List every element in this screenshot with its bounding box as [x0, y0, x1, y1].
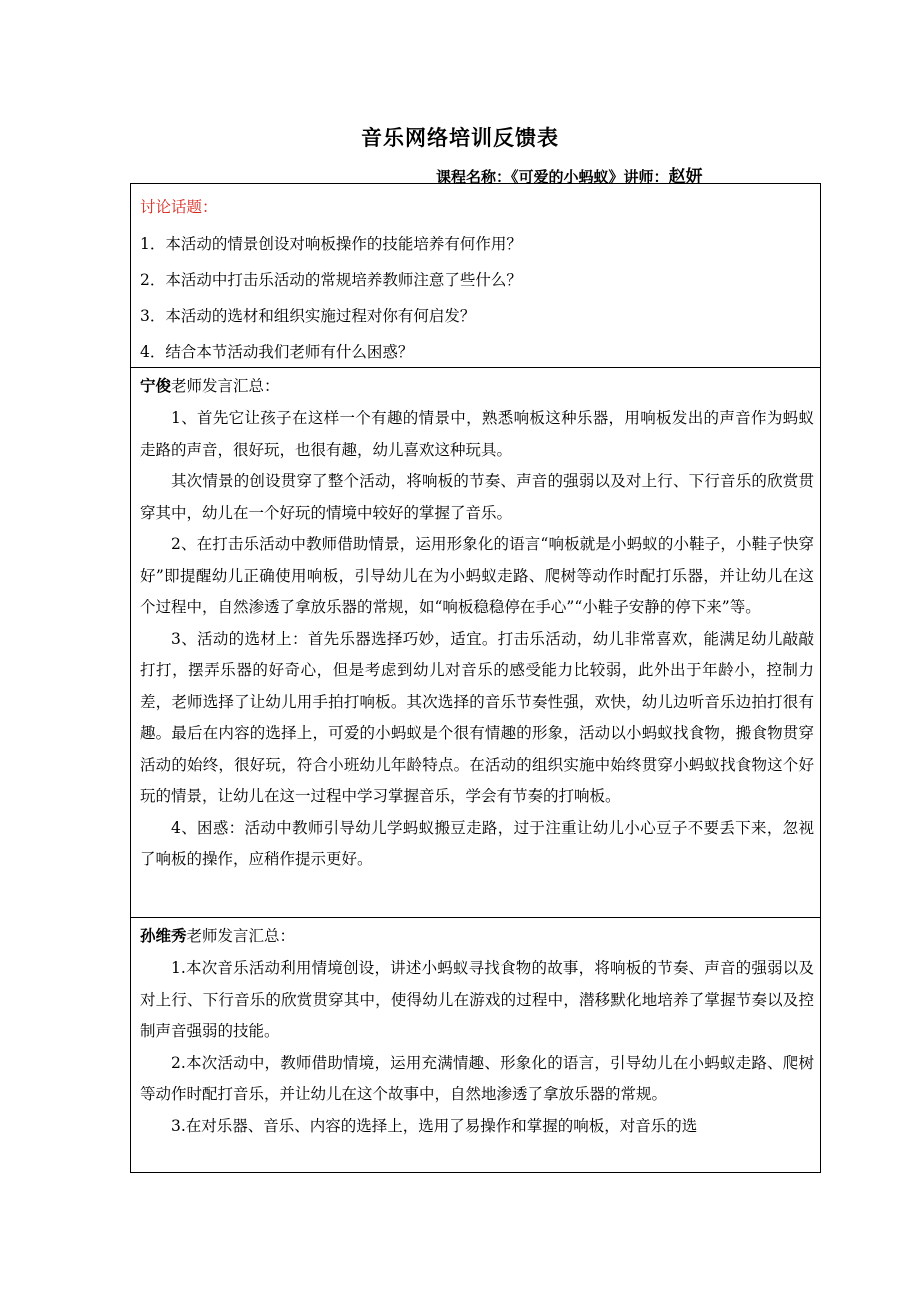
- summary-paragraph: 3、活动的选材上：首先乐器选择巧妙，适宜。打击乐活动，幼儿非常喜欢，能满足幼儿敲敲打打，摆弄乐器的好奇心，但是考虑到幼儿对音乐的感受能力比较弱，此外出于年龄小，控制力差，老师选择了让幼儿用手拍打响板。其次选择的音乐节奏性强，欢快，幼儿边听音乐边拍打很有趣。最后在内容的选择上，可爱的小蚂蚁是个很有情趣的形象，活动以小蚂蚁找食物，搬食物贯穿活动的始终，很好玩，符合小班幼儿年龄特点。在活动的组织实施中始终贯穿小蚂蚁找食物这个好玩的情景，让幼儿在这一过程中学习掌握音乐，学会有节奏的打响板。: [140, 629, 814, 805]
- speaker-name: 孙维秀: [140, 927, 187, 945]
- topic-item: 1．本活动的情景创设对响板操作的技能培养有何作用？: [140, 235, 522, 253]
- summary-paragraph: 4、困惑：活动中教师引导幼儿学蚂蚁搬豆走路，过于注重让幼儿小心豆子不要丢下来，忽视了响板的操作，应稍作提示更好。: [140, 818, 814, 868]
- sun-summary-cell: [131, 918, 820, 1173]
- topic-item: 4．结合本节活动我们老师有什么困惑？: [140, 343, 414, 361]
- course-name: 《可爱的小蚂蚁》: [511, 168, 624, 186]
- summary-paragraph: 1.本次音乐活动利用情境创设，讲述小蚂蚁寻找食物的故事，将响板的节奏、声音的强弱以及对上行、下行音乐的欣赏贯穿其中，使得幼儿在游戏的过程中，潜移默化地培养了掌握节奏以及控制声音强弱的技能。: [140, 959, 814, 1040]
- sun-summary-heading: [140, 920, 814, 953]
- course-label: 课程名称：: [436, 168, 512, 186]
- feedback-table: [130, 183, 821, 1173]
- lecturer-label: 讲师：: [623, 168, 669, 186]
- summary-paragraph: 3.在对乐器、音乐、内容的选择上，选用了易操作和掌握的响板，对音乐的选: [171, 1116, 698, 1135]
- discussion-topics-cell: [131, 184, 820, 368]
- ning-summary-cell: [131, 368, 820, 918]
- summary-paragraph: 2.本次活动中，教师借助情境，运用充满情趣、形象化的语言，引导幼儿在小蚂蚁走路、爬树等动作时配打音乐，并让幼儿在这个故事中，自然地渗透了拿放乐器的常规。: [140, 1053, 814, 1103]
- topics-heading: 讨论话题：: [140, 198, 218, 216]
- heading-suffix: 老师发言汇总：: [171, 377, 280, 395]
- ning-summary-heading: [140, 370, 814, 403]
- summary-paragraph: 2、在打击乐活动中教师借助情景，运用形象化的语言“响板就是小蚂蚁的小鞋子，小鞋子快穿好”即提醒幼儿正确使用响板，引导幼儿在为小蚂蚁走路、爬树等动作时配打乐器，并让幼儿在这个过程中，自然渗透了拿放乐器的常规，如“响板稳稳停在手心”“小鞋子安静的停下来”等。: [140, 535, 814, 616]
- topic-item: 3．本活动的选材和组织实施过程对你有何启发？: [140, 307, 476, 325]
- heading-suffix: 老师发言汇总：: [186, 927, 296, 945]
- page-title: 音乐网络培训反馈表: [361, 126, 559, 150]
- lecturer-name: 赵妍: [668, 167, 703, 187]
- topic-item: 2．本活动中打击乐活动的常规培养教师注意了些什么？: [140, 271, 522, 289]
- summary-paragraph: 1、首先它让孩子在这样一个有趣的情景中，熟悉响板这种乐器，用响板发出的声音作为蚂蚁走路的声音，很好玩，也很有趣，幼儿喜欢这种玩具。: [140, 409, 814, 459]
- summary-paragraph: 其次情景的创设贯穿了整个活动，将响板的节奏、声音的强弱以及对上行、下行音乐的欣赏贯穿其中，幼儿在一个好玩的情境中较好的掌握了音乐。: [140, 472, 814, 522]
- speaker-name: 宁俊: [140, 377, 172, 395]
